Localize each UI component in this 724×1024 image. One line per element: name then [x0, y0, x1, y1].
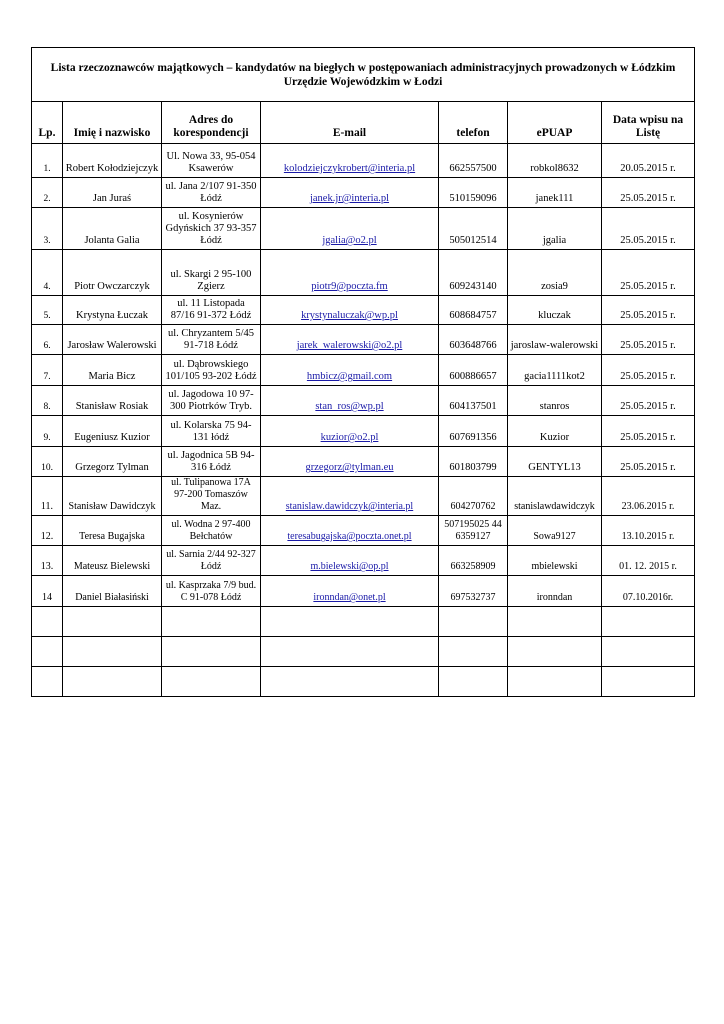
table-row [32, 546, 695, 576]
cell-lp: 1. [32, 144, 63, 178]
cell-phone: 505012514 [439, 208, 508, 250]
experts-table [31, 47, 695, 697]
cell-address: ul. Tulipanowa 17A 97-200 Tomaszów Maz. [162, 477, 261, 516]
cell-address: ul. 11 Listopada 87/16 91-372 Łódź [162, 296, 261, 325]
cell-name: Eugeniusz Kuzior [63, 416, 162, 447]
table-row [32, 576, 695, 607]
empty-row [32, 667, 695, 697]
empty-cell [162, 637, 261, 667]
cell-epuap: Kuzior [508, 416, 602, 447]
cell-name: Jan Juraś [63, 178, 162, 208]
empty-cell [439, 637, 508, 667]
email-link[interactable]: krystynaluczak@wp.pl [261, 296, 439, 325]
empty-row [32, 607, 695, 637]
cell-phone: 603648766 [439, 325, 508, 355]
cell-address: ul. Chryzantem 5/45 91-718 Łódź [162, 325, 261, 355]
cell-date: 25.05.2015 r. [602, 386, 695, 416]
cell-address: ul. Dąbrowskiego 101/105 93-202 Łódź [162, 355, 261, 386]
cell-epuap: stanros [508, 386, 602, 416]
cell-lp: 5. [32, 296, 63, 325]
header-date: Data wpisu na Listę [602, 102, 695, 144]
email-link[interactable]: janek.jr@interia.pl [261, 178, 439, 208]
cell-address: ul. Jana 2/107 91-350 Łódź [162, 178, 261, 208]
table-row [32, 516, 695, 546]
empty-cell [602, 667, 695, 697]
cell-date: 01. 12. 2015 r. [602, 546, 695, 576]
cell-lp: 3. [32, 208, 63, 250]
cell-address: ul. Jagodowa 10 97-300 Piotrków Tryb. [162, 386, 261, 416]
cell-lp: 12. [32, 516, 63, 546]
cell-date: 25.05.2015 r. [602, 325, 695, 355]
email-link[interactable]: piotr9@poczta.fm [261, 250, 439, 296]
empty-cell [162, 667, 261, 697]
cell-lp: 6. [32, 325, 63, 355]
cell-name: Krystyna Łuczak [63, 296, 162, 325]
email-link[interactable]: teresabugajska@poczta.onet.pl [261, 516, 439, 546]
header-phone: telefon [439, 102, 508, 144]
cell-lp: 11. [32, 477, 63, 516]
empty-cell [162, 607, 261, 637]
email-link[interactable]: jarek_walerowski@o2.pl [261, 325, 439, 355]
cell-lp: 7. [32, 355, 63, 386]
table-row [32, 416, 695, 447]
cell-phone: 662557500 [439, 144, 508, 178]
table-row [32, 325, 695, 355]
cell-epuap: jgalia [508, 208, 602, 250]
email-link[interactable]: m.bielewski@op.pl [261, 546, 439, 576]
cell-name: Grzegorz Tylman [63, 447, 162, 477]
cell-name: Maria Bicz [63, 355, 162, 386]
cell-name: Piotr Owczarczyk [63, 250, 162, 296]
cell-phone: 510159096 [439, 178, 508, 208]
cell-epuap: jaroslaw-walerowski [508, 325, 602, 355]
email-link[interactable]: grzegorz@tylman.eu [261, 447, 439, 477]
cell-epuap: robkol8632 [508, 144, 602, 178]
cell-address: ul. Kolarska 75 94-131 łódź [162, 416, 261, 447]
empty-cell [439, 607, 508, 637]
cell-date: 20.05.2015 r. [602, 144, 695, 178]
cell-epuap: kluczak [508, 296, 602, 325]
empty-cell [63, 637, 162, 667]
email-link[interactable]: stanislaw.dawidczyk@interia.pl [261, 477, 439, 516]
cell-name: Stanisław Rosiak [63, 386, 162, 416]
email-link[interactable]: kolodziejczykrobert@interia.pl [261, 144, 439, 178]
email-link[interactable]: ironndan@onet.pl [261, 576, 439, 607]
cell-date: 25.05.2015 r. [602, 296, 695, 325]
cell-epuap: zosia9 [508, 250, 602, 296]
cell-lp: 4. [32, 250, 63, 296]
cell-date: 25.05.2015 r. [602, 208, 695, 250]
cell-date: 25.05.2015 r. [602, 178, 695, 208]
table-row [32, 355, 695, 386]
document-title: Lista rzeczoznawców majątkowych – kandydatów na biegłych w postępowaniach administracyjnych prowadzonych w Łódzkim Urzędzie Wojewódzkim w Łodzi [32, 48, 695, 102]
cell-phone: 600886657 [439, 355, 508, 386]
header-lp: Lp. [32, 102, 63, 144]
empty-cell [439, 667, 508, 697]
cell-date: 07.10.2016r. [602, 576, 695, 607]
cell-address: ul. Skargi 2 95-100 Zgierz [162, 250, 261, 296]
cell-phone: 507195025 44 6359127 [439, 516, 508, 546]
empty-row [32, 637, 695, 667]
email-link[interactable]: stan_ros@wp.pl [261, 386, 439, 416]
cell-lp: 8. [32, 386, 63, 416]
empty-cell [508, 637, 602, 667]
cell-lp: 9. [32, 416, 63, 447]
cell-date: 23.06.2015 r. [602, 477, 695, 516]
cell-address: Ul. Nowa 33, 95-054 Ksawerów [162, 144, 261, 178]
empty-cell [63, 607, 162, 637]
cell-date: 25.05.2015 r. [602, 250, 695, 296]
cell-epuap: stanislawdawidczyk [508, 477, 602, 516]
cell-epuap: gacia1111kot2 [508, 355, 602, 386]
cell-name: Stanisław Dawidczyk [63, 477, 162, 516]
cell-epuap: GENTYL13 [508, 447, 602, 477]
cell-epuap: janek111 [508, 178, 602, 208]
email-link[interactable]: kuzior@o2.pl [261, 416, 439, 447]
cell-address: ul. Kosynierów Gdyńskich 37 93-357 Łódź [162, 208, 261, 250]
header-epuap: ePUAP [508, 102, 602, 144]
cell-date: 25.05.2015 r. [602, 416, 695, 447]
table-row [32, 250, 695, 296]
cell-address: ul. Wodna 2 97-400 Bełchatów [162, 516, 261, 546]
cell-lp: 14 [32, 576, 63, 607]
cell-epuap: mbielewski [508, 546, 602, 576]
cell-epuap: Sowa9127 [508, 516, 602, 546]
table-row [32, 208, 695, 250]
empty-cell [602, 607, 695, 637]
cell-address: ul. Kasprzaka 7/9 bud. C 91-078 Łódź [162, 576, 261, 607]
empty-cell [32, 667, 63, 697]
empty-cell [508, 667, 602, 697]
header-address: Adres do korespondencji [162, 102, 261, 144]
cell-address: ul. Jagodnica 5B 94-316 Łódź [162, 447, 261, 477]
cell-name: Teresa Bugajska [63, 516, 162, 546]
document-page [31, 47, 694, 697]
email-link[interactable]: hmbicz@gmail.com [261, 355, 439, 386]
empty-cell [261, 667, 439, 697]
email-link[interactable]: jgalia@o2.pl [261, 208, 439, 250]
empty-cell [63, 667, 162, 697]
cell-phone: 609243140 [439, 250, 508, 296]
table-body [32, 144, 695, 697]
cell-phone: 601803799 [439, 447, 508, 477]
header-name: Imię i nazwisko [63, 102, 162, 144]
header-email: E-mail [261, 102, 439, 144]
table-row [32, 477, 695, 516]
table-row [32, 447, 695, 477]
empty-cell [508, 607, 602, 637]
empty-cell [32, 637, 63, 667]
cell-date: 13.10.2015 r. [602, 516, 695, 546]
cell-lp: 10. [32, 447, 63, 477]
table-row [32, 144, 695, 178]
cell-phone: 608684757 [439, 296, 508, 325]
empty-cell [32, 607, 63, 637]
cell-date: 25.05.2015 r. [602, 447, 695, 477]
cell-date: 25.05.2015 r. [602, 355, 695, 386]
empty-cell [602, 637, 695, 667]
cell-phone: 697532737 [439, 576, 508, 607]
cell-address: ul. Sarnia 2/44 92-327 Łódź [162, 546, 261, 576]
cell-phone: 604137501 [439, 386, 508, 416]
cell-epuap: ironndan [508, 576, 602, 607]
cell-name: Daniel Białasiński [63, 576, 162, 607]
cell-phone: 607691356 [439, 416, 508, 447]
table-row [32, 386, 695, 416]
cell-name: Mateusz Bielewski [63, 546, 162, 576]
cell-lp: 13. [32, 546, 63, 576]
cell-phone: 663258909 [439, 546, 508, 576]
cell-name: Jarosław Walerowski [63, 325, 162, 355]
empty-cell [261, 637, 439, 667]
empty-cell [261, 607, 439, 637]
cell-lp: 2. [32, 178, 63, 208]
cell-name: Robert Kołodziejczyk [63, 144, 162, 178]
cell-phone: 604270762 [439, 477, 508, 516]
table-row [32, 178, 695, 208]
table-row [32, 296, 695, 325]
cell-name: Jolanta Galia [63, 208, 162, 250]
